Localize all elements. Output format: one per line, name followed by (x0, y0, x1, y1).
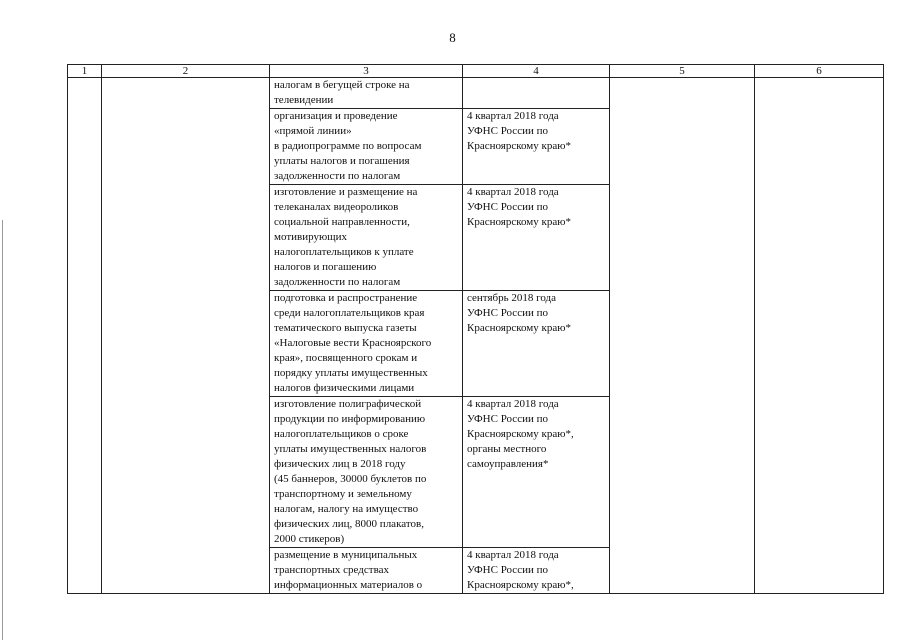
cell-col-5 (610, 78, 755, 594)
deadline-executor-text: сентябрь 2018 года УФНС России по Красноярскому краю* (463, 291, 610, 397)
deadline-executor-text: 4 квартал 2018 года УФНС России по Красноярскому краю*, органы местного самоуправления* (463, 397, 610, 548)
header-col-1: 1 (68, 65, 102, 78)
header-col-5: 5 (610, 65, 755, 78)
header-col-4: 4 (463, 65, 610, 78)
scan-margin-line (2, 220, 3, 640)
cell-col-1 (68, 78, 102, 594)
deadline-executor-text (463, 78, 610, 109)
measures-table (67, 64, 884, 594)
cell-col-2 (102, 78, 270, 594)
page-number: 8 (449, 30, 456, 45)
cell-col-6 (755, 78, 884, 594)
deadline-executor-text: 4 квартал 2018 года УФНС России по Красноярскому краю* (463, 185, 610, 291)
table-header-row (68, 65, 884, 78)
measure-text: подготовка и распространение среди налогоплательщиков края тематического выпуска газеты «Налоговые вести Красноярского края», посвященного срокам и порядку уплаты имущественных налогов физическими лицами (270, 291, 463, 397)
deadline-executor-text: 4 квартал 2018 года УФНС России по Красноярскому краю* (463, 109, 610, 185)
table-row (68, 78, 884, 109)
measure-text: размещение в муниципальных транспортных средствах информационных материалов о (270, 548, 463, 594)
header-col-3: 3 (270, 65, 463, 78)
measure-text: изготовление и размещение на телеканалах видеороликов социальной направленности, мотивирующих налогоплательщиков к уплате налогов и погашению задолженности по налогам (270, 185, 463, 291)
header-col-2: 2 (102, 65, 270, 78)
measure-text: организация и проведение «прямой линии» в радиопрограмме по вопросам уплаты налогов и погашения задолженности по налогам (270, 109, 463, 185)
deadline-executor-text: 4 квартал 2018 года УФНС России по Красноярскому краю*, (463, 548, 610, 594)
measure-text: изготовление полиграфической продукции по информированию налогоплательщиков о сроке уплаты имущественных налогов физических лиц в 2018 году (45 баннеров, 30000 буклетов по транспортному и земельному налогам, налогу на имущество физических лиц, 8000 плакатов, 2000 стикеров) (270, 397, 463, 548)
header-col-6: 6 (755, 65, 884, 78)
measure-text: налогам в бегущей строке на телевидении (270, 78, 463, 109)
